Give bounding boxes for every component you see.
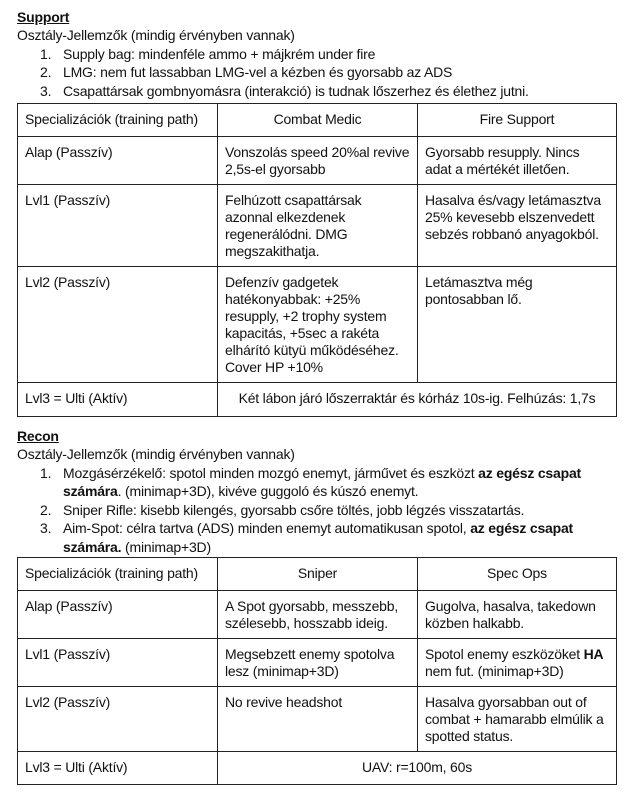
header-cell: Specializációk (training path) xyxy=(18,104,218,137)
list-item xyxy=(17,45,617,64)
table-cell: Vonszolás speed 20%al revive 2,5s-el gyorsabb xyxy=(218,137,418,185)
recon-section xyxy=(17,427,617,556)
list-text: Aim-Spot: célra tartva (ADS) minden enemyt automatikusan spotol, xyxy=(63,520,471,536)
table-cell xyxy=(418,639,617,687)
recon-subtitle: Osztály-Jellemzők (mindig érvényben vannak) xyxy=(17,446,295,462)
level-cell: Lvl3 = Ulti (Aktív) xyxy=(18,383,218,417)
list-number: 2. xyxy=(40,64,52,80)
list-number: 3. xyxy=(40,82,52,99)
cell-text: nem fut. (minimap+3D) xyxy=(425,663,564,679)
ulti-cell: Két lábon járó lőszerraktár és kórház 10s-ig. Felhúzás: 1,7s xyxy=(218,383,617,417)
list-item xyxy=(17,501,617,520)
table-cell: Hasalva és/vagy letámasztva 25% kevesebb elszenvedett sebzés robbanó anyagokból. xyxy=(418,185,617,267)
table-row xyxy=(18,267,617,383)
level-cell: Lvl1 (Passzív) xyxy=(18,639,218,687)
recon-spec-table xyxy=(17,557,617,785)
level-cell: Lvl3 = Ulti (Aktív) xyxy=(18,752,218,785)
cell-text-bold: HA xyxy=(583,646,604,662)
table-row xyxy=(18,185,617,267)
ulti-cell: UAV: r=100m, 60s xyxy=(218,752,617,785)
support-feature-list xyxy=(17,45,617,101)
list-text: . (minimap+3D), kivéve guggoló és kúszó enemyt. xyxy=(117,483,419,499)
table-cell: Defenzív gadgetek hatékonyabbak: +25% resupply, +2 trophy system kapacitás, +5sec a rakéta elhárító kütyü működéséhez. Cover HP +10% xyxy=(218,267,418,383)
table-row xyxy=(18,137,617,185)
table-row xyxy=(18,639,617,687)
list-number: 2. xyxy=(40,501,52,518)
list-item xyxy=(17,464,617,501)
list-text: Supply bag: mindenféle ammo + májkrém under fire xyxy=(63,45,376,62)
list-number: 3. xyxy=(40,520,52,536)
header-cell: Specializációk (training path) xyxy=(18,558,218,591)
table-cell: Megsebzett enemy spotolva lesz (minimap+3D) xyxy=(218,639,418,687)
table-cell: Letámasztva még pontosabban lő. xyxy=(418,267,617,383)
table-row xyxy=(18,687,617,752)
header-cell: Sniper xyxy=(218,558,418,591)
support-subtitle: Osztály-Jellemzők (mindig érvényben vannak) xyxy=(17,27,295,43)
header-cell: Fire Support xyxy=(418,104,617,137)
table-cell: Hasalva gyorsabban out of combat + hamarabb elmúlik a spotted status. xyxy=(418,687,617,752)
list-text: LMG: nem fut lassabban LMG-vel a kézben és gyorsabb az ADS xyxy=(63,64,453,80)
header-cell: Spec Ops xyxy=(418,558,617,591)
list-item xyxy=(17,82,617,101)
list-text-bold: az egész csapat számára xyxy=(63,464,582,499)
support-spec-table xyxy=(17,103,617,417)
table-cell: Gugolva, hasalva, takedown közben halkabb. xyxy=(418,591,617,639)
table-header-row xyxy=(18,558,617,591)
table-row xyxy=(18,591,617,639)
table-cell: A Spot gyorsabb, messzebb, szélesebb, hosszabb ideig. xyxy=(218,591,418,639)
table-row-ulti xyxy=(18,752,617,785)
table-row-ulti xyxy=(18,383,617,417)
recon-feature-list xyxy=(17,464,617,557)
table-header-row xyxy=(18,104,617,137)
list-item xyxy=(17,63,617,82)
list-text: (minimap+3D) xyxy=(121,538,211,555)
table-cell: No revive headshot xyxy=(218,687,418,752)
level-cell: Lvl2 (Passzív) xyxy=(18,687,218,752)
level-cell: Alap (Passzív) xyxy=(18,137,218,185)
header-cell: Combat Medic xyxy=(218,104,418,137)
level-cell: Lvl1 (Passzív) xyxy=(18,185,218,267)
support-heading: Support xyxy=(17,9,70,25)
level-cell: Alap (Passzív) xyxy=(18,591,218,639)
level-cell: Lvl2 (Passzív) xyxy=(18,267,218,383)
list-number: 1. xyxy=(40,45,52,62)
list-text: Sniper Rifle: kisebb kilengés, gyorsabb csőre töltés, jobb légzés visszatartás. xyxy=(63,501,525,518)
table-cell: Felhúzott csapattársak azonnal elkezdenek regenerálódni. DMG megszakithatja. xyxy=(218,185,418,267)
support-section xyxy=(17,8,617,100)
table-cell: Gyorsabb resupply. Nincs adat a mértékét illetően. xyxy=(418,137,617,185)
list-number: 1. xyxy=(40,464,52,481)
cell-text: Spotol enemy eszközöket xyxy=(425,646,584,662)
list-item xyxy=(17,519,617,556)
list-text: Mozgásérzékelő: spotol minden mozgó enemyt, járművet és eszközt xyxy=(63,464,479,481)
recon-heading: Recon xyxy=(17,428,59,444)
list-text-bold: az egész csapat számára. xyxy=(63,520,574,555)
list-text: Csapattársak gombnyomásra (interakció) is tudnak lőszerhez és élethez jutni. xyxy=(63,82,529,99)
